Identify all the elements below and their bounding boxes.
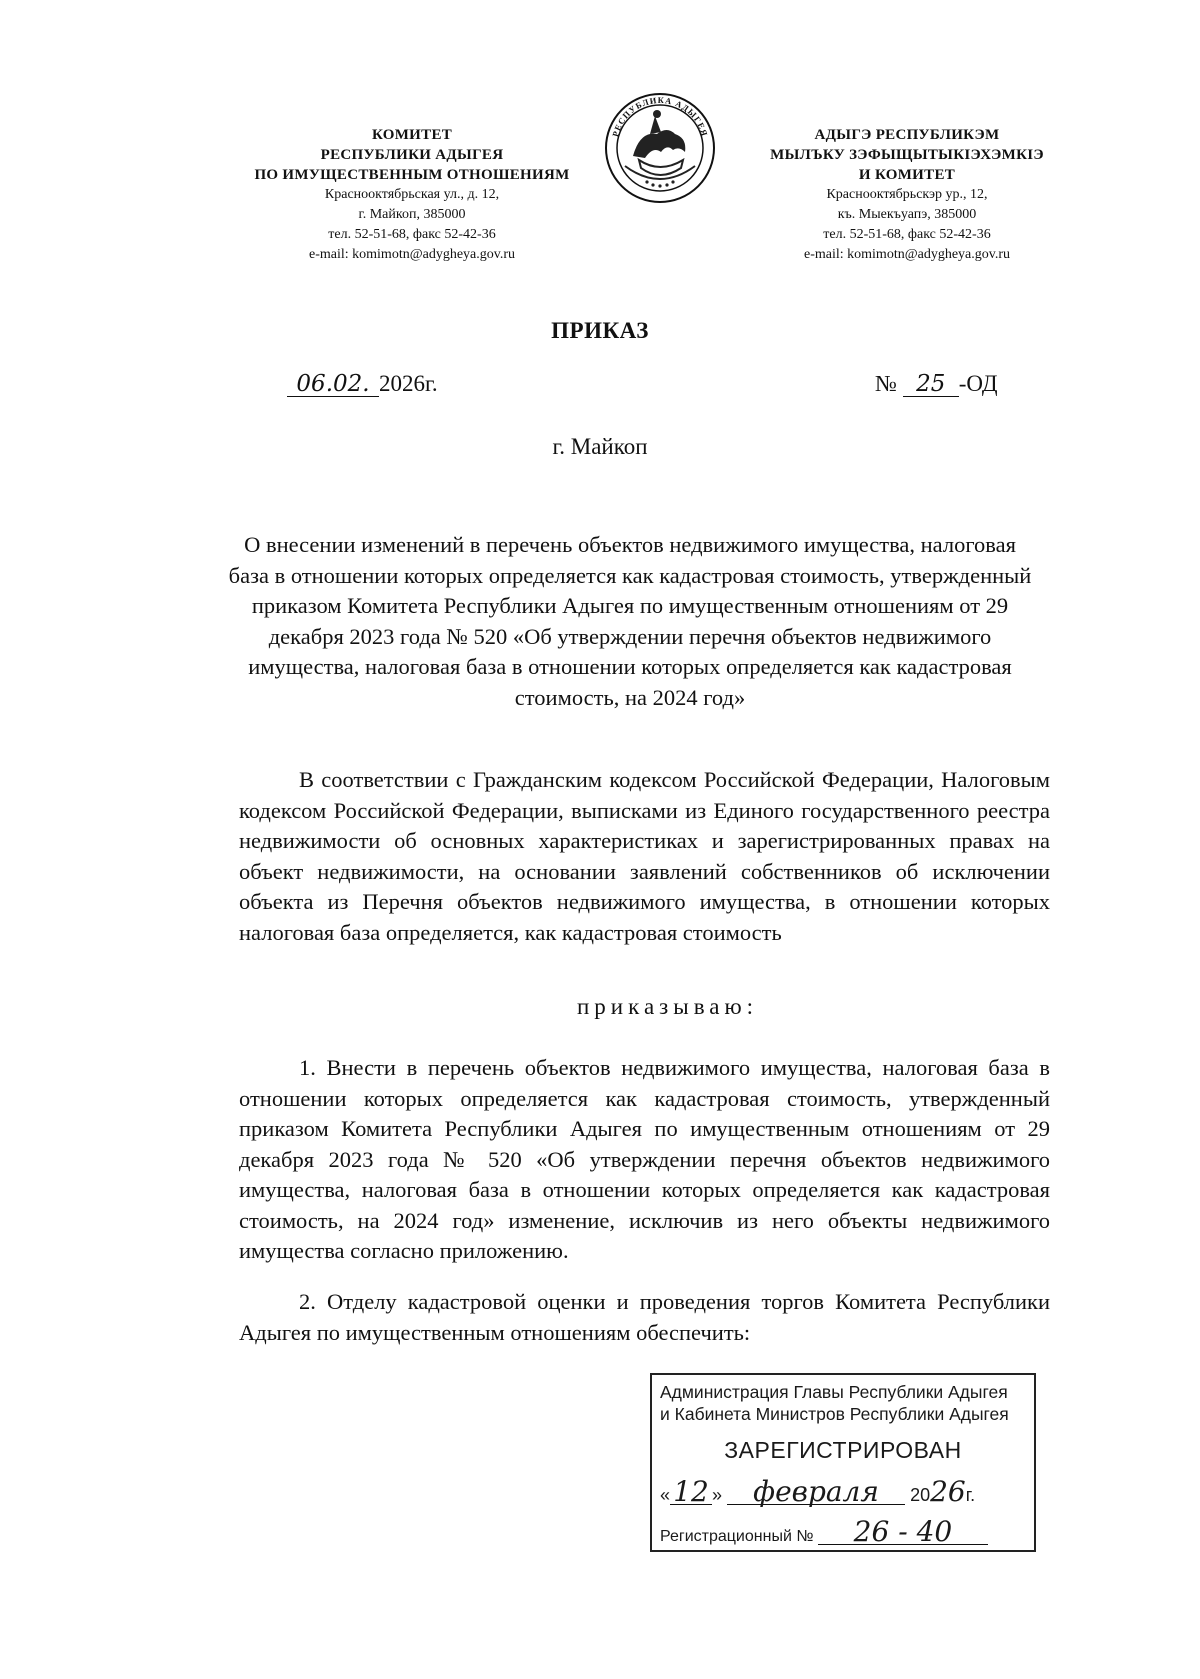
address-adyghe-line-1: Краснооктябрьскэр ур., 12,: [826, 187, 988, 202]
stamp-registered: ЗАРЕГИСТРИРОВАН: [724, 1437, 962, 1463]
order-date: [287, 371, 438, 397]
stamp-authority: [660, 1381, 1009, 1425]
order-date-handwritten: 06.02.: [287, 372, 379, 397]
document-title: ПРИКАЗ: [551, 318, 649, 343]
org-name-adyghe-line-3: И КОМИТЕТ: [858, 167, 956, 183]
phone-adyghe-line: тел. 52-51-68, факс 52-42-36: [823, 227, 991, 242]
stamp-quote-close: »: [712, 1485, 723, 1505]
stamp-year-g: г.: [965, 1485, 976, 1505]
stamp-day: 12: [670, 1480, 712, 1505]
stamp-month: февраля: [727, 1480, 905, 1505]
order-number-prefix: №: [875, 371, 897, 396]
order-date-year: 2026г.: [379, 371, 438, 396]
paragraph-1: 1. Внести в перечень объектов недвижимого имущества, налоговая база в отношении которых определяется как кадастровая стоимость, утвержденный приказом Комитета Республики Адыгея по имущественным отношениям от 29 декабря 2023 года № 520 «Об утверждении перечня объектов недвижимого имущества, налоговая база в отношении которых определяется как кадастровая стоимость, на 2024 год» изменение, исключив из него объекты недвижимого имущества согласно приложению.: [239, 1055, 1050, 1263]
org-name-line-3: ПО ИМУЩЕСТВЕННЫМ ОТНОШЕНИЯМ: [254, 167, 570, 183]
stamp-line-2: и Кабинета Министров Республики Адыгея: [660, 1404, 1009, 1424]
order-number-suffix: -ОД: [958, 371, 998, 396]
stamp-quote-open: «: [660, 1485, 671, 1505]
stamp-reg-label: Регистрационный №: [660, 1528, 814, 1545]
stamp-line-1: Администрация Главы Республики Адыгея: [660, 1382, 1008, 1402]
header-right: [722, 125, 1092, 265]
address-line-2: г. Майкоп, 385000: [358, 207, 466, 222]
stamp-year-suffix: 26: [930, 1475, 966, 1508]
order-subject: О внесении изменений в перечень объектов недвижимого имущества, налоговая база в отношении которых определяется как кадастровая стоимость, утвержденный приказом Комитета Республики Адыгея по имущественным отношениям от 29 декабря 2023 года № 520 «Об утверждении перечня объектов недвижимого имущества, налоговая база в отношении которых определяется как кадастровая стоимость, на 2024 год»: [228, 532, 1032, 710]
basis-paragraph: В соответствии с Гражданским кодексом Российской Федерации, Налоговым кодексом Российской Федерации, выписками из Единого государственного реестра недвижимости об основных характеристиках и зарегистрированных правах на объект недвижимости, на основании заявлений собственников об исключении объекта из Перечня объектов недвижимого имущества, в отношении которых налоговая база определяется, как кадастровая стоимость: [239, 767, 1050, 945]
header-left: [232, 125, 592, 265]
order-word: приказываю:: [577, 994, 759, 1019]
email-line: e-mail: komimotn@adygheya.gov.ru: [309, 247, 515, 262]
org-name-line-2: РЕСПУБЛИКИ АДЫГЕЯ: [320, 147, 504, 163]
phone-line: тел. 52-51-68, факс 52-42-36: [328, 227, 496, 242]
stamp-year-prefix: 20: [910, 1485, 931, 1505]
order-number: [875, 371, 998, 397]
stamp-reg-number: 26 - 40: [818, 1520, 988, 1545]
address-adyghe-line-2: къ. Мыекъуапэ, 385000: [837, 207, 977, 222]
republic-of-adygea-coat-of-arms-icon: [595, 86, 725, 204]
org-name-adyghe-line-1: АДЫГЭ РЕСПУБЛИКЭМ: [814, 127, 1000, 143]
org-name-adyghe-line-2: МЫЛЪКУ ЗЭФЫЩЫТЫКІЭХЭМКІЭ: [770, 147, 1044, 163]
stamp-reg-number-line: [660, 1515, 988, 1548]
paragraph-2: 2. Отделу кадастровой оценки и проведения торгов Комитета Республики Адыгея по имущественным отношениям обеспечить:: [239, 1289, 1050, 1345]
registration-stamp: [650, 1373, 1036, 1552]
stamp-date-line: [660, 1475, 975, 1508]
org-name-line-1: КОМИТЕТ: [371, 127, 453, 143]
address-line-1: Краснооктябрьская ул., д. 12,: [324, 187, 500, 202]
email-adyghe-line: e-mail: komimotn@adygheya.gov.ru: [804, 247, 1010, 262]
city: г. Майкоп: [552, 434, 648, 459]
emblem-text: РЕСПУБЛИКА АДЫГЕЯ: [610, 94, 710, 138]
order-number-handwritten: 25: [903, 372, 959, 397]
